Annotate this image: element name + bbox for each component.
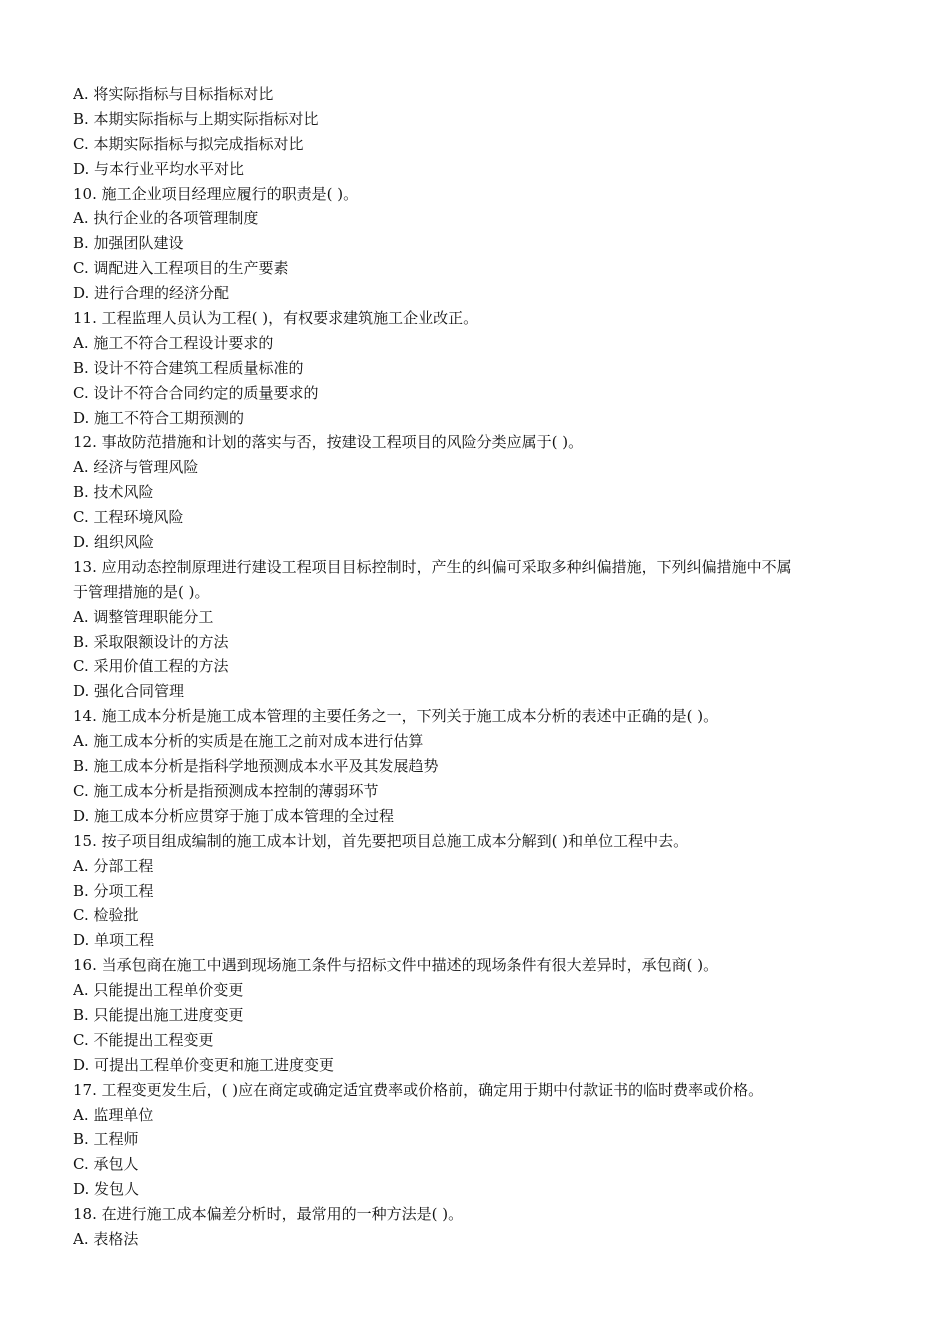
question-line: 18. 在进行施工成本偏差分析时，最常用的一种方法是( )。 [73,1205,464,1224]
option-line: D. 单项工程 [73,931,155,950]
option-line: A. 施工不符合工程设计要求的 [73,333,274,352]
option-line: C. 调配进入工程项目的生产要素 [73,259,289,278]
option-line: C. 采用价值工程的方法 [73,657,229,676]
option-line: B. 设计不符合建筑工程质量标准的 [73,358,304,377]
option-line: B. 工程师 [73,1130,139,1149]
option-line: A. 监理单位 [73,1105,154,1124]
question-line: 16. 当承包商在施工中遇到现场施工条件与招标文件中描述的现场条件有很大差异时，承包商( )。 [73,956,719,975]
option-line: D. 强化合同管理 [73,682,185,701]
option-line: A. 调整管理职能分工 [73,607,214,626]
question-line: 12. 事故防范措施和计划的落实与否，按建设工程项目的风险分类应属于( )。 [73,433,584,452]
option-line: C. 工程环境风险 [73,508,184,527]
question-line: 11. 工程监理人员认为工程( )，有权要求建筑施工企业改正。 [73,309,479,328]
question-line: 14. 施工成本分析是施工成本管理的主要任务之一，下列关于施工成本分析的表述中正确的是( )。 [73,707,719,726]
question-line: 13. 应用动态控制原理进行建设工程项目目标控制时，产生的纠偏可采取多种纠偏措施，下列纠偏措施中不属 [73,557,792,576]
option-line: C. 承包人 [73,1155,139,1174]
question-line: 10. 施工企业项目经理应履行的职责是( )。 [73,184,359,203]
option-line: B. 本期实际指标与上期实际指标对比 [73,109,319,128]
option-line: D. 与本行业平均水平对比 [73,159,245,178]
option-line: C. 设计不符合合同约定的质量要求的 [73,383,319,402]
option-line: D. 施工成本分析应贯穿于施丁成本管理的全过程 [73,806,395,825]
option-line: A. 施工成本分析的实质是在施工之前对成本进行估算 [73,732,424,751]
option-line: D. 发包人 [73,1180,140,1199]
option-line: C. 本期实际指标与拟完成指标对比 [73,134,304,153]
question-line: 17. 工程变更发生后，( )应在商定或确定适宜费率或价格前，确定用于期中付款证书的临时费率或价格。 [73,1080,764,1099]
option-line: A. 执行企业的各项管理制度 [73,209,259,228]
option-line: D. 施工不符合工期预测的 [73,408,245,427]
option-line: D. 组织风险 [73,533,155,552]
option-line: C. 检验批 [73,906,139,925]
option-line: B. 技术风险 [73,483,154,502]
option-line: B. 施工成本分析是指科学地预测成本水平及其发展趋势 [73,757,439,776]
option-line: D. 进行合理的经济分配 [73,284,230,303]
option-line: B. 采取限额设计的方法 [73,632,229,651]
question-line: 于管理措施的是( )。 [73,582,210,601]
option-line: A. 经济与管理风险 [73,458,199,477]
option-line: B. 加强团队建设 [73,234,184,253]
exam-document [73,82,883,1252]
option-line: A. 表格法 [73,1229,139,1248]
option-line: B. 只能提出施工进度变更 [73,1005,244,1024]
option-line: D. 可提出工程单价变更和施工进度变更 [73,1055,335,1074]
question-line: 15. 按子项目组成编制的施工成本计划，首先要把项目总施工成本分解到( )和单位工程中去。 [73,831,689,850]
option-line: A. 将实际指标与目标指标对比 [73,85,274,103]
option-line: C. 施工成本分析是指预测成本控制的薄弱环节 [73,781,379,800]
option-line: A. 只能提出工程单价变更 [73,981,244,1000]
option-line: A. 分部工程 [73,856,154,875]
option-line: B. 分项工程 [73,881,154,900]
option-line: C. 不能提出工程变更 [73,1030,214,1049]
